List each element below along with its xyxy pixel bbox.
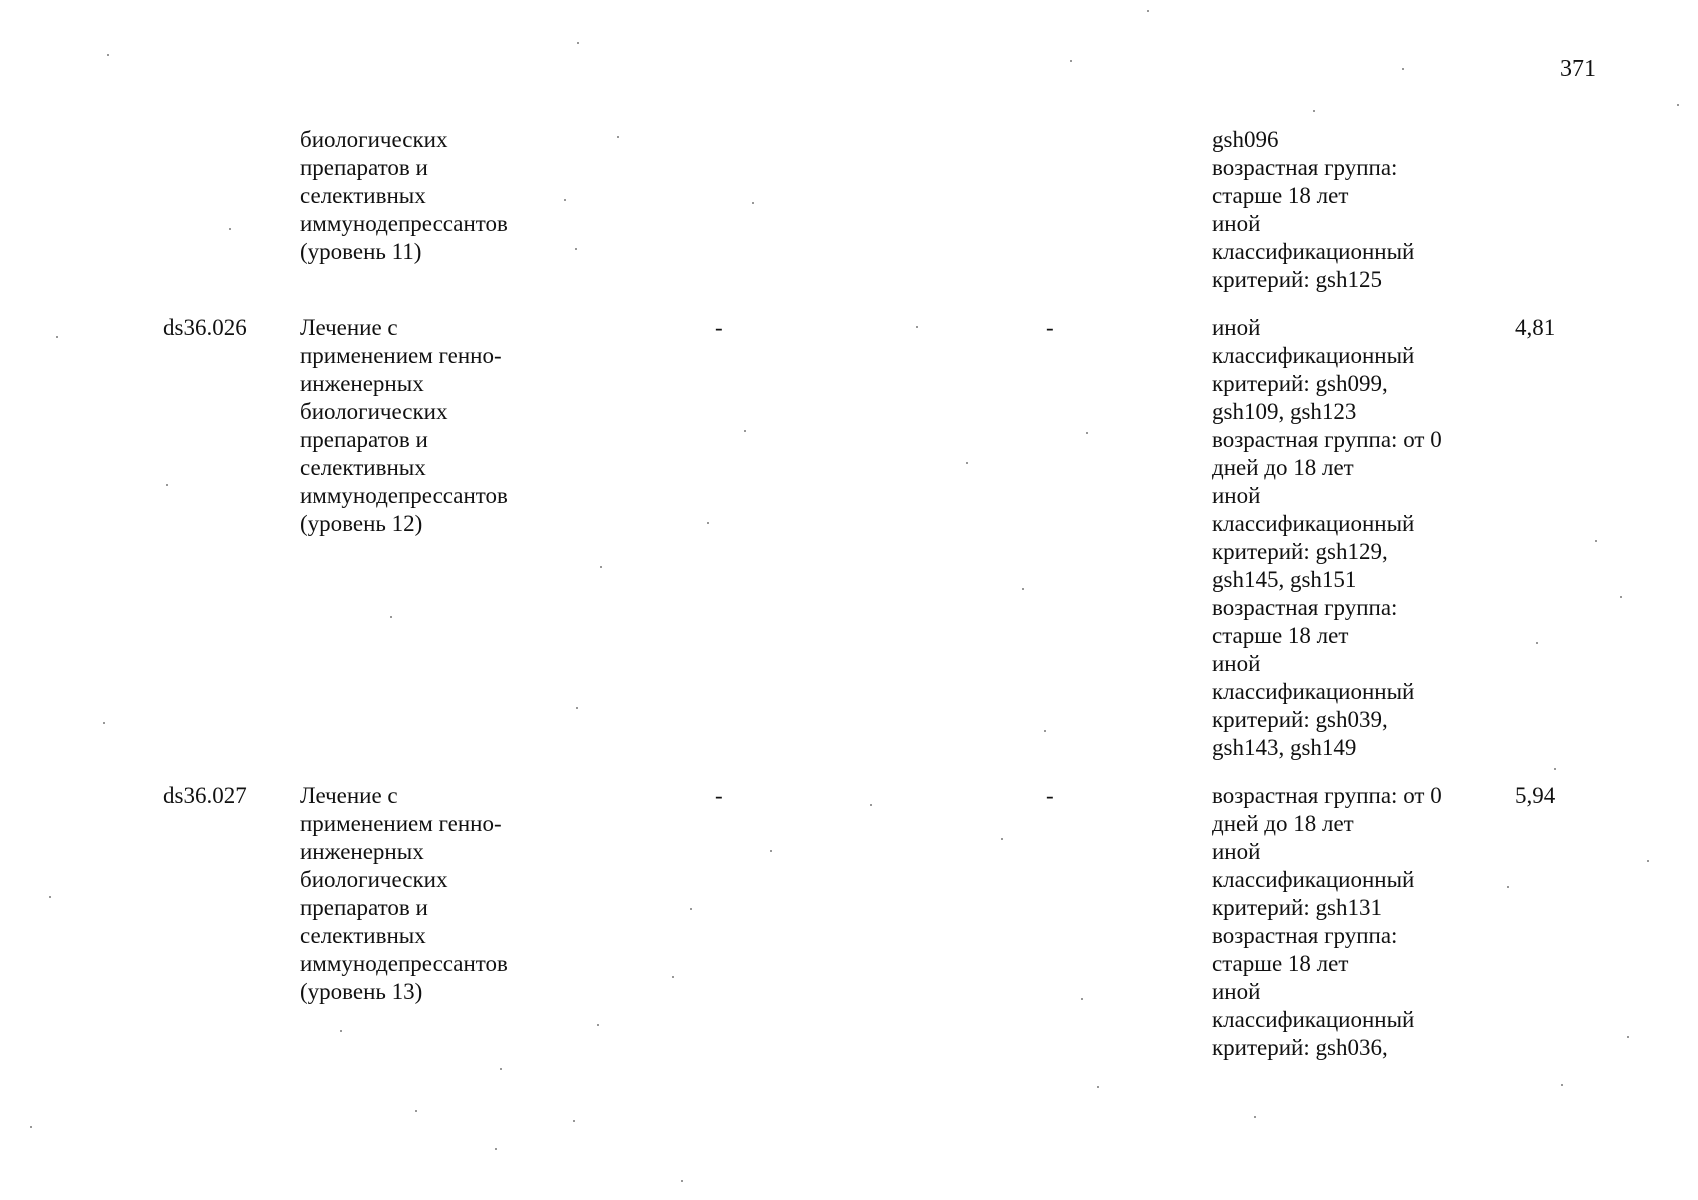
criteria-line: критерий: gsh099,: [1212, 371, 1388, 396]
scan-speck: [1677, 104, 1679, 106]
criteria-line: gsh096: [1212, 127, 1279, 152]
scan-speck: [916, 326, 918, 328]
criteria-line: критерий: gsh039,: [1212, 707, 1388, 732]
name-line: применением генно-: [300, 811, 502, 836]
scan-speck: [30, 1126, 32, 1128]
name-line: препаратов и: [300, 895, 428, 920]
scan-speck: [1402, 68, 1404, 70]
scan-speck: [1595, 540, 1597, 542]
criteria-line: gsh109, gsh123: [1212, 399, 1357, 424]
scan-speck: [672, 976, 674, 978]
row-coefficient: 4,81: [1515, 315, 1556, 340]
criteria-line: иной: [1212, 483, 1261, 508]
scan-speck: [870, 804, 872, 806]
criteria-line: возрастная группа:: [1212, 155, 1398, 180]
scan-speck: [1620, 596, 1622, 598]
name-line: селективных: [300, 923, 426, 948]
criteria-line: классификационный: [1212, 343, 1415, 368]
criteria-line: возрастная группа: от 0: [1212, 783, 1442, 808]
scan-speck: [1081, 998, 1083, 1000]
scan-speck: [1554, 768, 1556, 770]
row-criteria: [1212, 782, 1512, 1062]
name-line: применением генно-: [300, 343, 502, 368]
scan-speck: [49, 896, 51, 898]
scan-speck: [500, 1068, 502, 1070]
criteria-line: дней до 18 лет: [1212, 811, 1354, 836]
scan-speck: [770, 850, 772, 852]
criteria-line: классификационный: [1212, 867, 1415, 892]
row-name: [300, 126, 560, 266]
criteria-line: возрастная группа: от 0: [1212, 427, 1442, 452]
row-name: [300, 314, 560, 538]
scan-speck: [1070, 60, 1072, 62]
row-col3: -: [715, 783, 723, 808]
criteria-line: иной: [1212, 651, 1261, 676]
criteria-line: классификационный: [1212, 239, 1415, 264]
scan-speck: [1561, 1084, 1563, 1086]
row-col4: -: [1046, 315, 1054, 340]
scan-speck: [1536, 642, 1538, 644]
criteria-line: критерий: gsh125: [1212, 267, 1382, 292]
criteria-line: возрастная группа:: [1212, 595, 1398, 620]
criteria-line: возрастная группа:: [1212, 923, 1398, 948]
scan-speck: [1022, 588, 1024, 590]
scan-speck: [166, 484, 168, 486]
name-line: (уровень 13): [300, 979, 423, 1004]
name-line: инженерных: [300, 371, 424, 396]
scan-speck: [229, 228, 231, 230]
criteria-line: старше 18 лет: [1212, 623, 1349, 648]
scan-speck: [1254, 1116, 1256, 1118]
criteria-line: классификационный: [1212, 511, 1415, 536]
row-code: ds36.027: [163, 783, 247, 808]
scan-speck: [690, 908, 692, 910]
scan-speck: [1001, 838, 1003, 840]
scan-speck: [597, 1024, 599, 1026]
scan-speck: [415, 1110, 417, 1112]
scan-speck: [107, 54, 109, 56]
scan-speck: [495, 1148, 497, 1150]
scan-speck: [573, 1120, 575, 1122]
name-line: Лечение с: [300, 315, 398, 340]
page-number: 371: [1560, 56, 1596, 82]
scan-speck: [1647, 860, 1649, 862]
scan-speck: [340, 1030, 342, 1032]
row-name: [300, 782, 560, 1006]
criteria-line: иной: [1212, 315, 1261, 340]
scan-speck: [1627, 1036, 1629, 1038]
scan-speck: [564, 199, 566, 201]
scan-speck: [576, 707, 578, 709]
name-line: селективных: [300, 183, 426, 208]
scan-speck: [1044, 730, 1046, 732]
criteria-line: критерий: gsh036,: [1212, 1035, 1388, 1060]
scan-speck: [752, 202, 754, 204]
criteria-line: gsh145, gsh151: [1212, 567, 1357, 592]
row-criteria: [1212, 314, 1512, 762]
criteria-line: критерий: gsh131: [1212, 895, 1382, 920]
scan-speck: [1313, 110, 1315, 112]
scan-speck: [575, 248, 577, 250]
row-criteria: [1212, 126, 1512, 294]
criteria-line: иной: [1212, 211, 1261, 236]
scan-speck: [577, 42, 579, 44]
scan-speck: [103, 722, 105, 724]
row-code: ds36.026: [163, 315, 247, 340]
name-line: биологических: [300, 867, 448, 892]
criteria-line: gsh143, gsh149: [1212, 735, 1357, 760]
scan-speck: [56, 336, 58, 338]
scan-speck: [1507, 886, 1509, 888]
name-line: иммунодепрессантов: [300, 211, 508, 236]
criteria-line: классификационный: [1212, 1007, 1415, 1032]
row-coefficient: 5,94: [1515, 783, 1556, 808]
scan-speck: [1147, 10, 1149, 12]
name-line: селективных: [300, 455, 426, 480]
scan-speck: [1097, 1086, 1099, 1088]
scan-speck: [966, 462, 968, 464]
name-line: иммунодепрессантов: [300, 951, 508, 976]
criteria-line: старше 18 лет: [1212, 951, 1349, 976]
criteria-line: иной: [1212, 979, 1261, 1004]
name-line: препаратов и: [300, 427, 428, 452]
name-line: биологических: [300, 127, 448, 152]
scan-speck: [744, 430, 746, 432]
name-line: (уровень 11): [300, 239, 422, 264]
criteria-line: классификационный: [1212, 679, 1415, 704]
criteria-line: иной: [1212, 839, 1261, 864]
name-line: Лечение с: [300, 783, 398, 808]
scan-speck: [707, 522, 709, 524]
name-line: биологических: [300, 399, 448, 424]
row-col4: -: [1046, 783, 1054, 808]
row-col3: -: [715, 315, 723, 340]
name-line: (уровень 12): [300, 511, 423, 536]
scan-speck: [390, 616, 392, 618]
scan-speck: [617, 136, 619, 138]
scan-speck: [600, 566, 602, 568]
name-line: препаратов и: [300, 155, 428, 180]
criteria-line: дней до 18 лет: [1212, 455, 1354, 480]
name-line: иммунодепрессантов: [300, 483, 508, 508]
criteria-line: старше 18 лет: [1212, 183, 1349, 208]
criteria-line: критерий: gsh129,: [1212, 539, 1388, 564]
scan-speck: [681, 1180, 683, 1182]
name-line: инженерных: [300, 839, 424, 864]
scan-speck: [1086, 432, 1088, 434]
